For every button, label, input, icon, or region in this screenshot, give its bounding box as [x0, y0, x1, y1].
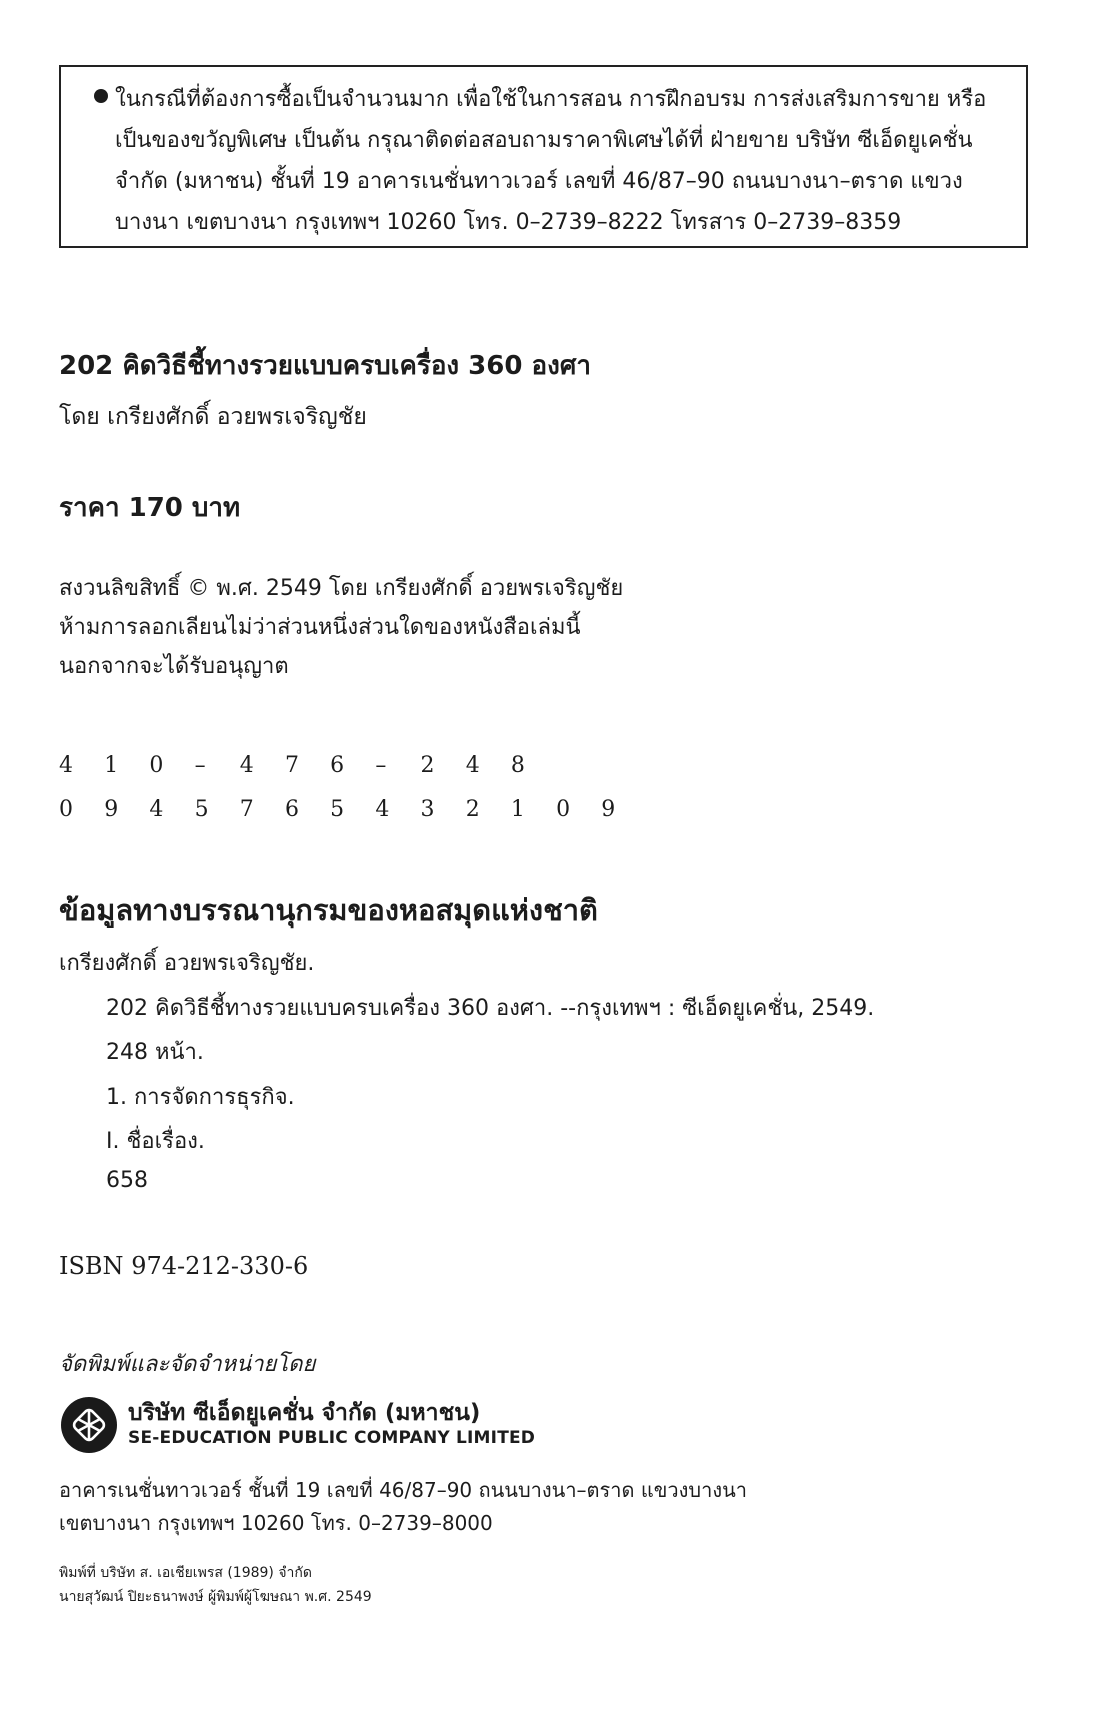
bulk-order-notice — [59, 65, 1028, 248]
copyright-line: สงวนลิขสิทธิ์ © พ.ศ. 2549 โดย เกรียงศักดิ์ อวยพรเจริญชัย — [59, 576, 624, 601]
notice-line: จำกัด (มหาชน) ชั้นที่ 19 อาคารเนชั่นทาวเวอร์ เลขที่ 46/87–90 ถนนบางนา–ตราด แขวง — [115, 169, 963, 194]
catalog-entry: 202 คิดวิธีชี้ทางรวยแบบครบเครื่อง 360 องศา. --กรุงเทพฯ : ซีเอ็ดยูเคชั่น, 2549. — [106, 996, 875, 1021]
catalog-entry: 248 หน้า. — [106, 1040, 204, 1065]
catalog-heading: ข้อมูลทางบรรณานุกรมของหอสมุดแห่งชาติ — [59, 893, 598, 927]
copyright-line: นอกจากจะได้รับอนุญาต — [59, 654, 289, 679]
isbn: ISBN 974-212-330-6 — [59, 1252, 309, 1280]
catalog-entry: I. ชื่อเรื่อง. — [106, 1129, 205, 1154]
code-row-1: 4 1 0 – 4 7 6 – 2 4 8 — [59, 753, 525, 778]
printer-line: พิมพ์ที่ บริษัท ส. เอเชียเพรส (1989) จำกัด — [59, 1565, 312, 1581]
catalog-entry: 658 — [106, 1168, 148, 1193]
notice-line: เป็นของขวัญพิเศษ เป็นต้น กรุณาติดต่อสอบถามราคาพิเศษได้ที่ ฝ่ายขาย บริษัท ซีเอ็ดยูเคชั่น — [115, 128, 973, 153]
publisher-label: จัดพิมพ์และจัดจำหน่ายโดย — [59, 1352, 316, 1377]
company-name-english: SE-EDUCATION PUBLIC COMPANY LIMITED — [128, 1428, 536, 1448]
book-title: 202 คิดวิธีชี้ทางรวยแบบครบเครื่อง 360 องศา — [59, 351, 591, 381]
code-row-2: 0 9 4 5 7 6 5 4 3 2 1 0 9 — [59, 797, 616, 822]
publisher-address: เขตบางนา กรุงเทพฯ 10260 โทร. 0–2739–8000 — [59, 1511, 493, 1535]
publisher-address: อาคารเนชั่นทาวเวอร์ ชั้นที่ 19 เลขที่ 46/87–90 ถนนบางนา–ตราด แขวงบางนา — [59, 1478, 748, 1502]
book-author: โดย เกรียงศักดิ์ อวยพรเจริญชัย — [59, 404, 367, 430]
book-price: ราคา 170 บาท — [59, 493, 241, 523]
catalog-entry: 1. การจัดการธุรกิจ. — [106, 1085, 295, 1110]
bullet-icon — [94, 89, 108, 103]
copyright-line: ห้ามการลอกเลียนไม่ว่าส่วนหนึ่งส่วนใดของหนังสือเล่มนี้ — [59, 615, 581, 640]
se-ed-logo-icon — [61, 1397, 117, 1453]
printer-line: นายสุวัฒน์ ปิยะธนาพงษ์ ผู้พิมพ์ผู้โฆษณา พ.ศ. 2549 — [59, 1589, 372, 1605]
notice-line: ในกรณีที่ต้องการซื้อเป็นจำนวนมาก เพื่อใช้ในการสอน การฝึกอบรม การส่งเสริมการขาย หรือ — [115, 87, 987, 112]
catalog-author: เกรียงศักดิ์ อวยพรเจริญชัย. — [59, 951, 315, 976]
notice-line: บางนา เขตบางนา กรุงเทพฯ 10260 โทร. 0–2739–8222 โทรสาร 0–2739–8359 — [115, 210, 902, 235]
company-name-thai: บริษัท ซีเอ็ดยูเคชั่น จำกัด (มหาชน) — [128, 1400, 481, 1426]
